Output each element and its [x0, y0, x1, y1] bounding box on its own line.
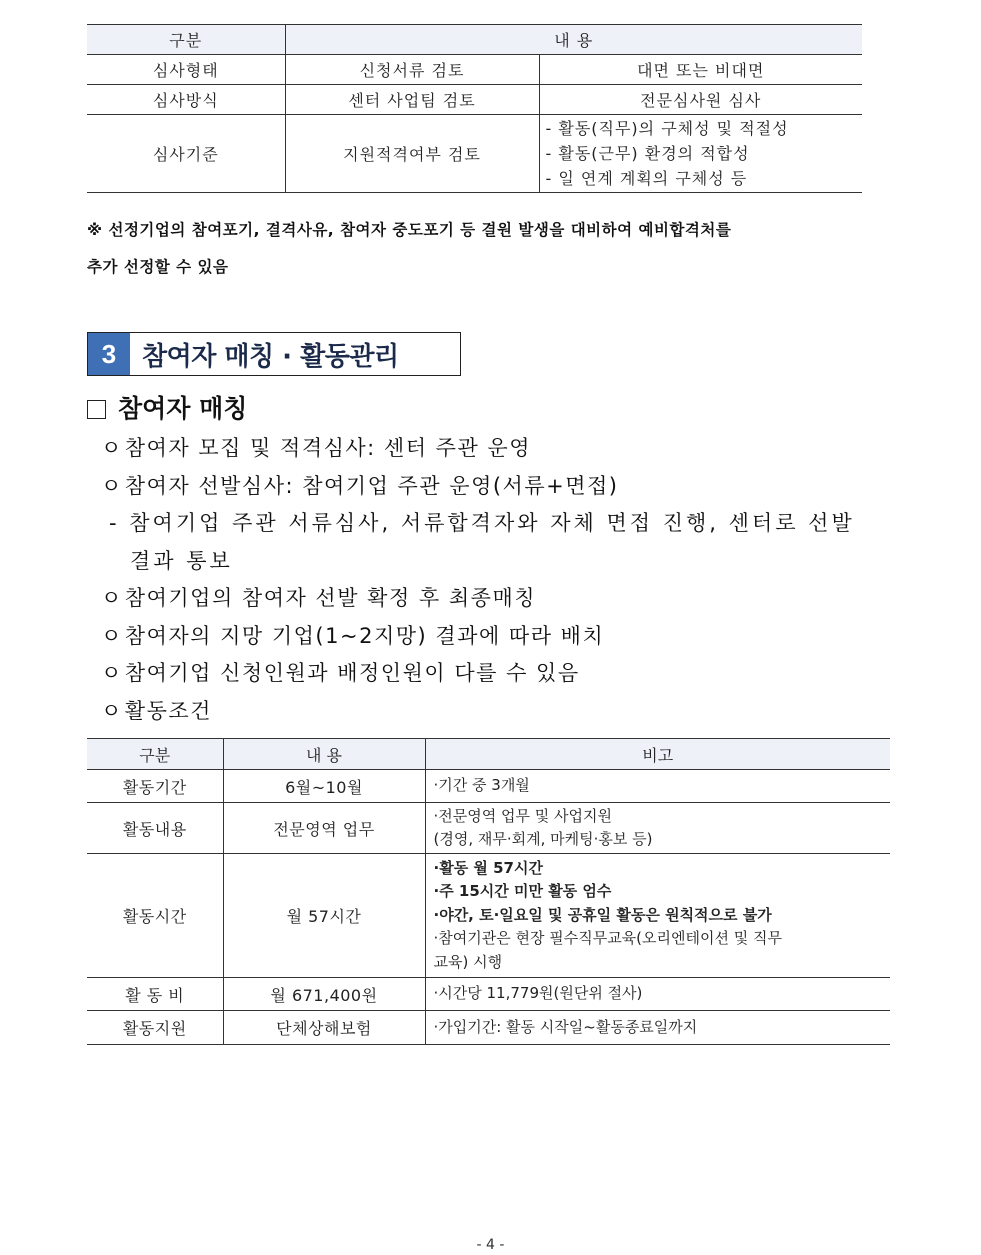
section-body	[87, 388, 917, 730]
row-remarks: ·시간당 11,779원(원단위 절사)	[425, 978, 890, 1011]
criteria-item: - 일 연계 계획의 구체성 등	[545, 169, 748, 188]
section-number: 3	[88, 333, 130, 375]
table-row	[87, 854, 890, 978]
review-table	[87, 24, 862, 193]
criteria-list	[539, 115, 862, 193]
row-label: 활동지원	[87, 1011, 223, 1045]
circle-bullet-icon: ㅇ	[101, 698, 123, 723]
row-remarks: ·가입기간: 활동 시작일~활동종료일까지	[425, 1011, 890, 1045]
table-row	[87, 115, 862, 193]
section-header	[87, 332, 461, 376]
circle-bullet-icon: ㅇ	[101, 661, 123, 685]
row-remarks: ·활동 월 57시간 ·주 15시간 미만 활동 엄수 ·야간, 토·일요일 및 공휴일 활동은 원칙적으로 불가 ·참여기관은 현장 필수직무교육(오리엔테이션 및 직무 교육) 시행	[425, 854, 890, 978]
circle-bullet-icon: ㅇ	[101, 473, 123, 498]
subsection-heading	[87, 388, 917, 430]
bullet-item: ㅇ참여기업 신청인원과 배정인원이 다를 수 있음	[87, 655, 917, 693]
criteria-item: - 활동(근무) 환경의 적합성	[545, 144, 750, 163]
circle-bullet-icon: ㅇ	[101, 436, 123, 460]
row-col1: 지원적격여부 검토	[285, 115, 539, 193]
row-label: 심사형태	[87, 55, 285, 85]
review-table-header	[87, 25, 862, 55]
criteria-item: - 활동(직무)의 구체성 및 적절성	[545, 119, 789, 138]
header-content: 내 용	[223, 739, 425, 770]
header-category: 구분	[87, 739, 223, 770]
bullet-item: ㅇ참여자의 지망 기업(1~2지망) 결과에 따라 배치	[87, 618, 917, 656]
row-col1: 센터 사업팀 검토	[285, 85, 539, 115]
note-line: ※ 선정기업의 참여포기, 결격사유, 참여자 중도포기 등 결원 발생을 대비하여 예비합격처를	[87, 221, 732, 239]
row-label: 활동기간	[87, 770, 223, 803]
row-content: 전문영역 업무	[223, 803, 425, 854]
row-content: 6월~10월	[223, 770, 425, 803]
row-label: 활 동 비	[87, 978, 223, 1011]
row-label: 활동시간	[87, 854, 223, 978]
reserve-note	[87, 212, 887, 286]
row-remarks: ·기간 중 3개월	[425, 770, 890, 803]
header-content: 내 용	[285, 25, 862, 55]
square-bullet-icon	[87, 400, 106, 419]
section-title: 참여자 매칭 · 활동관리	[142, 341, 399, 372]
table-row	[87, 978, 890, 1011]
row-col2: 대면 또는 비대면	[539, 55, 862, 85]
row-content: 월 671,400원	[223, 978, 425, 1011]
conditions-table	[87, 738, 890, 1045]
table-row	[87, 85, 862, 115]
row-col2: 전문심사원 심사	[539, 85, 862, 115]
row-remarks: ·전문영역 업무 및 사업지원 (경영, 재무·회계, 마케팅·홍보 등)	[425, 803, 890, 854]
table-row	[87, 803, 890, 854]
row-label: 활동내용	[87, 803, 223, 854]
bullet-item: ㅇ활동조건	[87, 693, 917, 731]
note-line: 추가 선정할 수 있음	[87, 258, 229, 276]
subsection-title: 참여자 매칭	[118, 394, 248, 423]
header-category: 구분	[87, 25, 285, 55]
bullet-item: ㅇ참여자 선발심사: 참여기업 주관 운영(서류+면접)	[87, 468, 917, 506]
dash-item: - 참여기업 주관 서류심사, 서류합격자와 자체 면접 진행, 센터로 선발	[109, 511, 855, 535]
row-content: 단체상해보험	[223, 1011, 425, 1045]
bullet-item: ㅇ참여기업의 참여자 선발 확정 후 최종매칭	[87, 580, 917, 618]
circle-bullet-icon: ㅇ	[101, 586, 123, 610]
header-remarks: 비고	[425, 739, 890, 770]
row-content: 월 57시간	[223, 854, 425, 978]
row-col1: 신청서류 검토	[285, 55, 539, 85]
dash-item-continued: 결과 통보	[130, 548, 233, 573]
page-number: - 4 -	[476, 1237, 505, 1253]
circle-bullet-icon: ㅇ	[101, 623, 123, 648]
table-row	[87, 1011, 890, 1045]
row-label: 심사기준	[87, 115, 285, 193]
row-label: 심사방식	[87, 85, 285, 115]
table-row	[87, 55, 862, 85]
table-row	[87, 770, 890, 803]
conditions-table-header	[87, 739, 890, 770]
bullet-item: ㅇ참여자 모집 및 적격심사: 센터 주관 운영	[87, 430, 917, 468]
